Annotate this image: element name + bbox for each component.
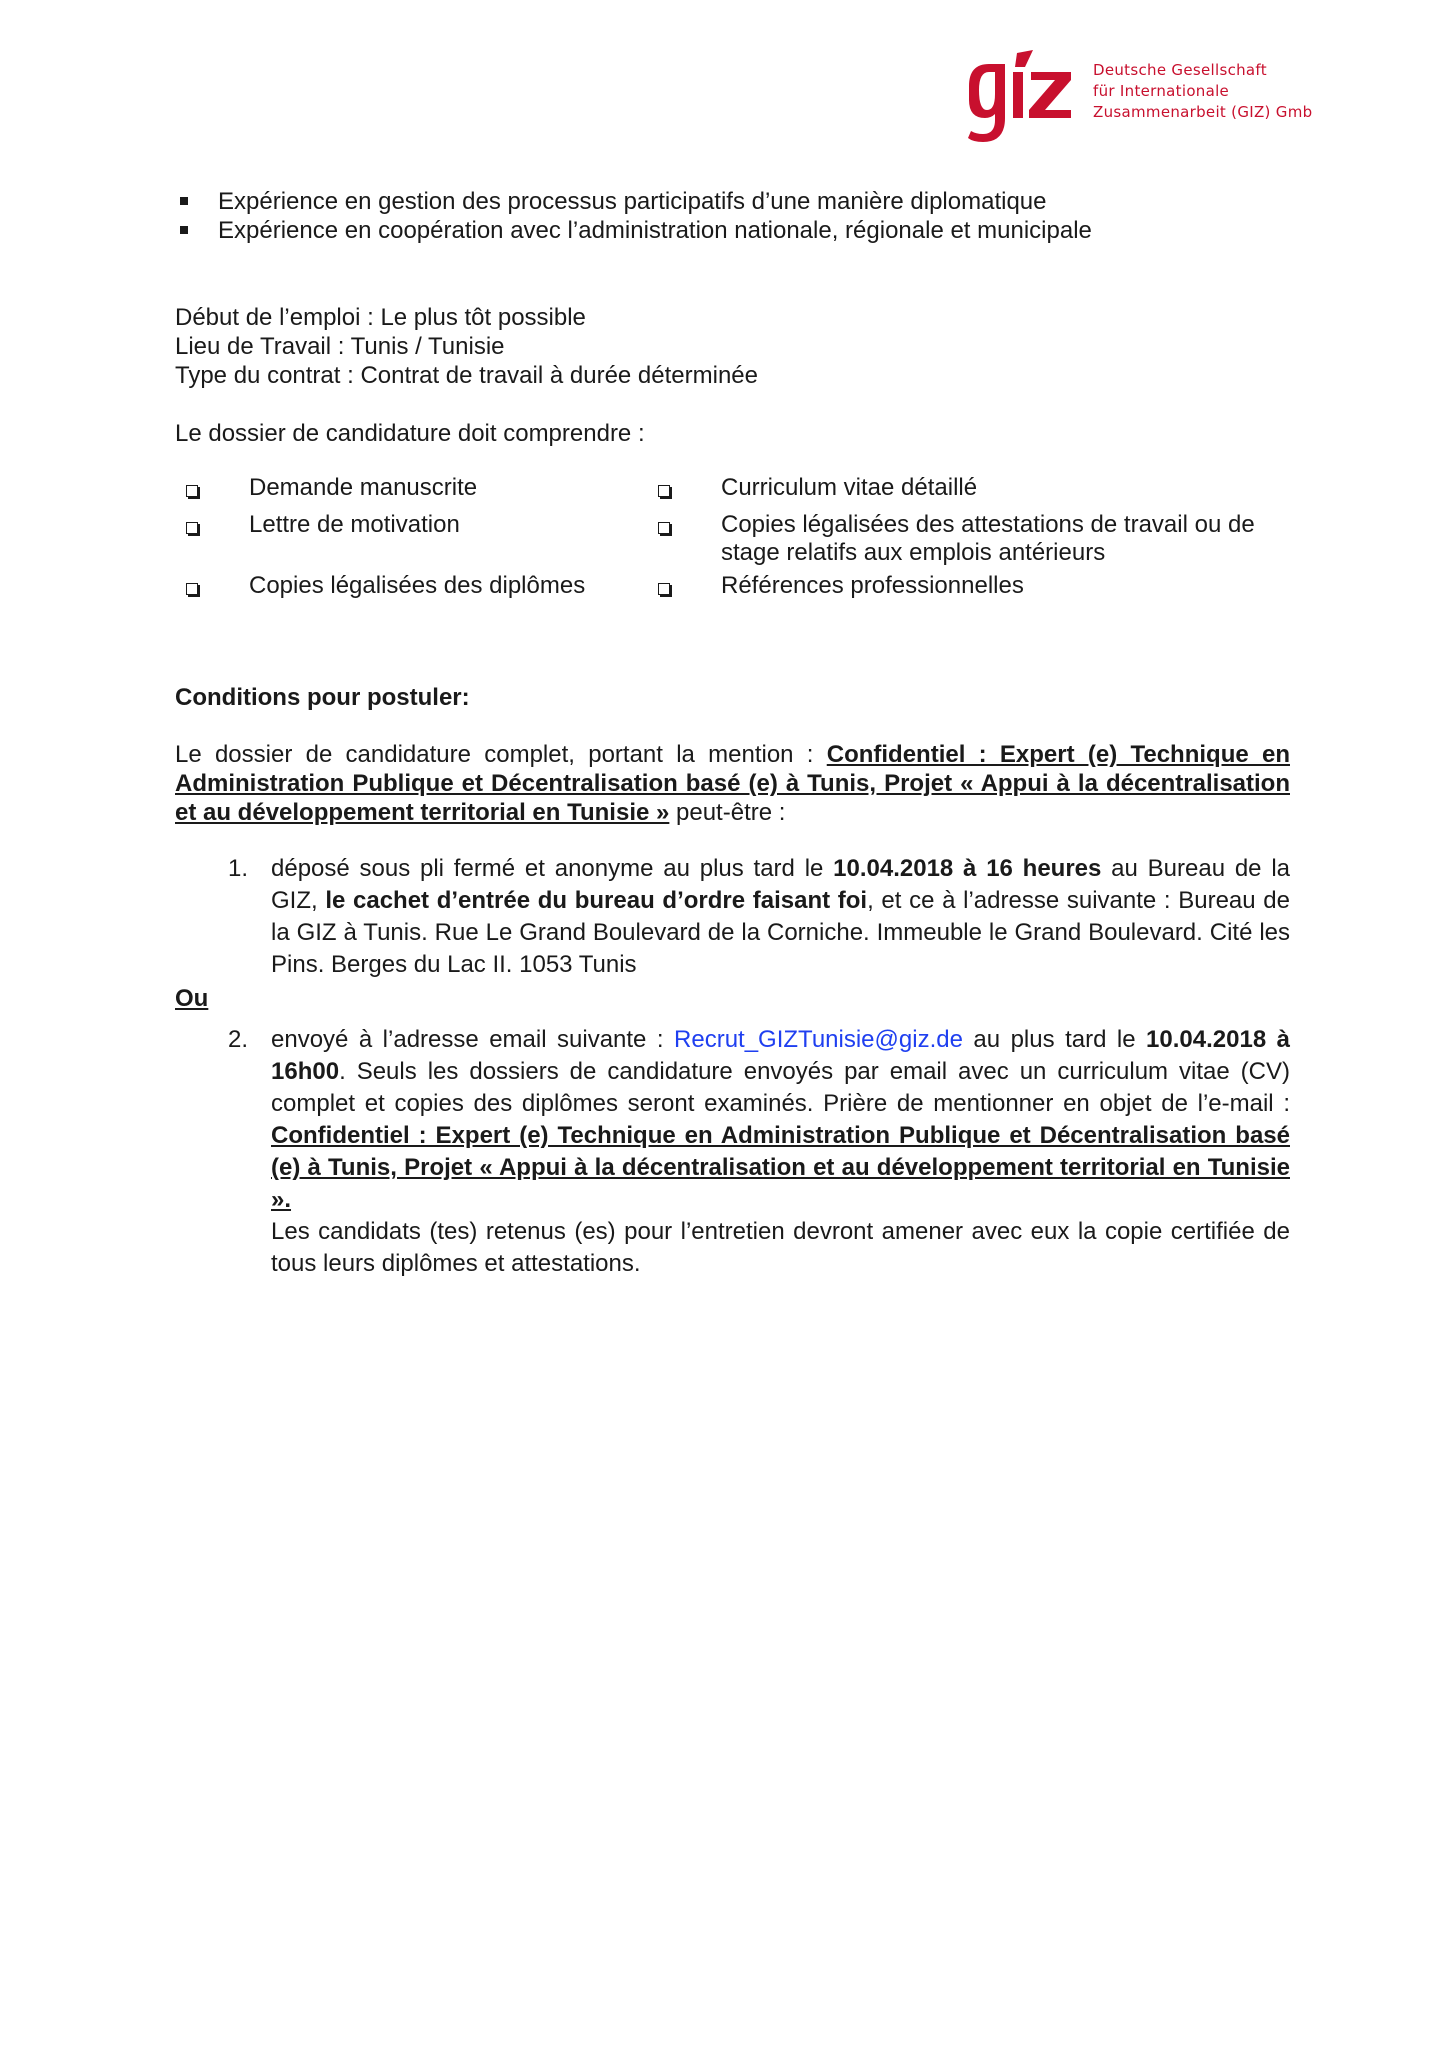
option-1-text (271, 853, 1290, 981)
dossier-item: Copies légalisées des attestations de travail ou de (721, 511, 1255, 538)
option-1-part: déposé sous pli fermé et anonyme au plus tard le (271, 855, 834, 882)
confidential-mention: Confidentiel : Expert (e) Technique en Administration Publique et Décentralisation basé (e) à Tunis, Projet « Appui à la décentralisation et au développement territorial en Tunisie » (175, 741, 1290, 826)
conditions-heading: Conditions pour postuler: (175, 684, 470, 711)
checkbox-icon (658, 485, 670, 497)
logo-line-1: Deutsche Gesellschaft (1093, 61, 1267, 79)
option-2-number: 2. (228, 1026, 249, 1053)
option-2-text (271, 1024, 1290, 1280)
ou-label: Ou (175, 985, 209, 1012)
stamp-note: le cachet d’entrée du bureau d’ordre faisant foi (325, 887, 868, 914)
interview-note: Les candidats (tes) retenus (es) pour l’entretien devront amener avec eux la copie certifiée de tous leurs diplômes et attestations. (271, 1218, 1290, 1277)
logo-line-2: für Internationale (1093, 82, 1230, 100)
email-link[interactable]: Recrut_GIZTunisie@giz.de (674, 1026, 963, 1053)
checkbox-icon (658, 522, 670, 534)
option-2-part: envoyé à l’adresse email suivante : (271, 1026, 675, 1053)
dossier-intro: Le dossier de candidature doit comprendre : (175, 420, 645, 447)
dossier-item: Références professionnelles (721, 572, 1024, 599)
giz-logo (967, 50, 1313, 146)
square-bullet-icon (180, 226, 188, 234)
checkbox-icon (186, 485, 198, 497)
job-contract-type: Type du contrat : Contrat de travail à durée déterminée (175, 362, 758, 389)
email-deadline: 10.04.2018 à 16h00 (271, 1026, 1290, 1085)
square-bullet-icon (180, 197, 188, 205)
deadline-date: 10.04.2018 à 16 heures (833, 855, 1102, 882)
option-1-number: 1. (228, 855, 249, 882)
conditions-intro (175, 740, 1290, 827)
option-1-part: au Bureau de la GIZ, (271, 855, 1290, 914)
option-2-part: au plus tard le (962, 1026, 1147, 1053)
intro-text: Le dossier de candidature complet, portant la mention : (175, 741, 827, 768)
giz-wordmark (967, 50, 1085, 146)
experience-bullet-1: Expérience en gestion des processus participatifs d’une manière diplomatique (218, 188, 1047, 215)
dossier-item: Copies légalisées des diplômes (249, 572, 586, 599)
job-start: Début de l’emploi : Le plus tôt possible (175, 304, 586, 331)
checkbox-icon (186, 522, 198, 534)
dossier-item: Demande manuscrite (249, 474, 478, 501)
checkbox-icon (658, 583, 670, 595)
dossier-item-continued: stage relatifs aux emplois antérieurs (721, 539, 1106, 566)
giz-name-text (1093, 60, 1312, 123)
office-address: , et ce à l’adresse suivante : Bureau de la GIZ à Tunis. Rue Le Grand Boulevard de la Corniche. Immeuble le Grand Boulevard. Cité les Pins. Berges du Lac II. 1053 Tunis (271, 887, 1290, 978)
logo-line-3: Zusammenarbeit (GIZ) Gmb (1093, 103, 1313, 121)
dossier-item: Lettre de motivation (249, 511, 460, 538)
experience-bullet-2: Expérience en coopération avec l’administration nationale, régionale et municipale (218, 217, 1092, 244)
intro-end: peut-être : (669, 799, 786, 826)
checkbox-icon (186, 583, 198, 595)
email-subject-mention: Confidentiel : Expert (e) Technique en Administration Publique et Décentralisation basé (e) à Tunis, Projet « Appui à la décentralisation et au développement territorial en Tunisie ». (271, 1122, 1290, 1213)
dossier-item: Curriculum vitae détaillé (721, 474, 978, 501)
option-2-part: . Seuls les dossiers de candidature envoyés par email avec un curriculum vitae (CV) complet et copies des diplômes seront examinés. Prière de mentionner en objet de l’e-mail : (271, 1058, 1290, 1117)
job-location: Lieu de Travail : Tunis / Tunisie (175, 333, 505, 360)
